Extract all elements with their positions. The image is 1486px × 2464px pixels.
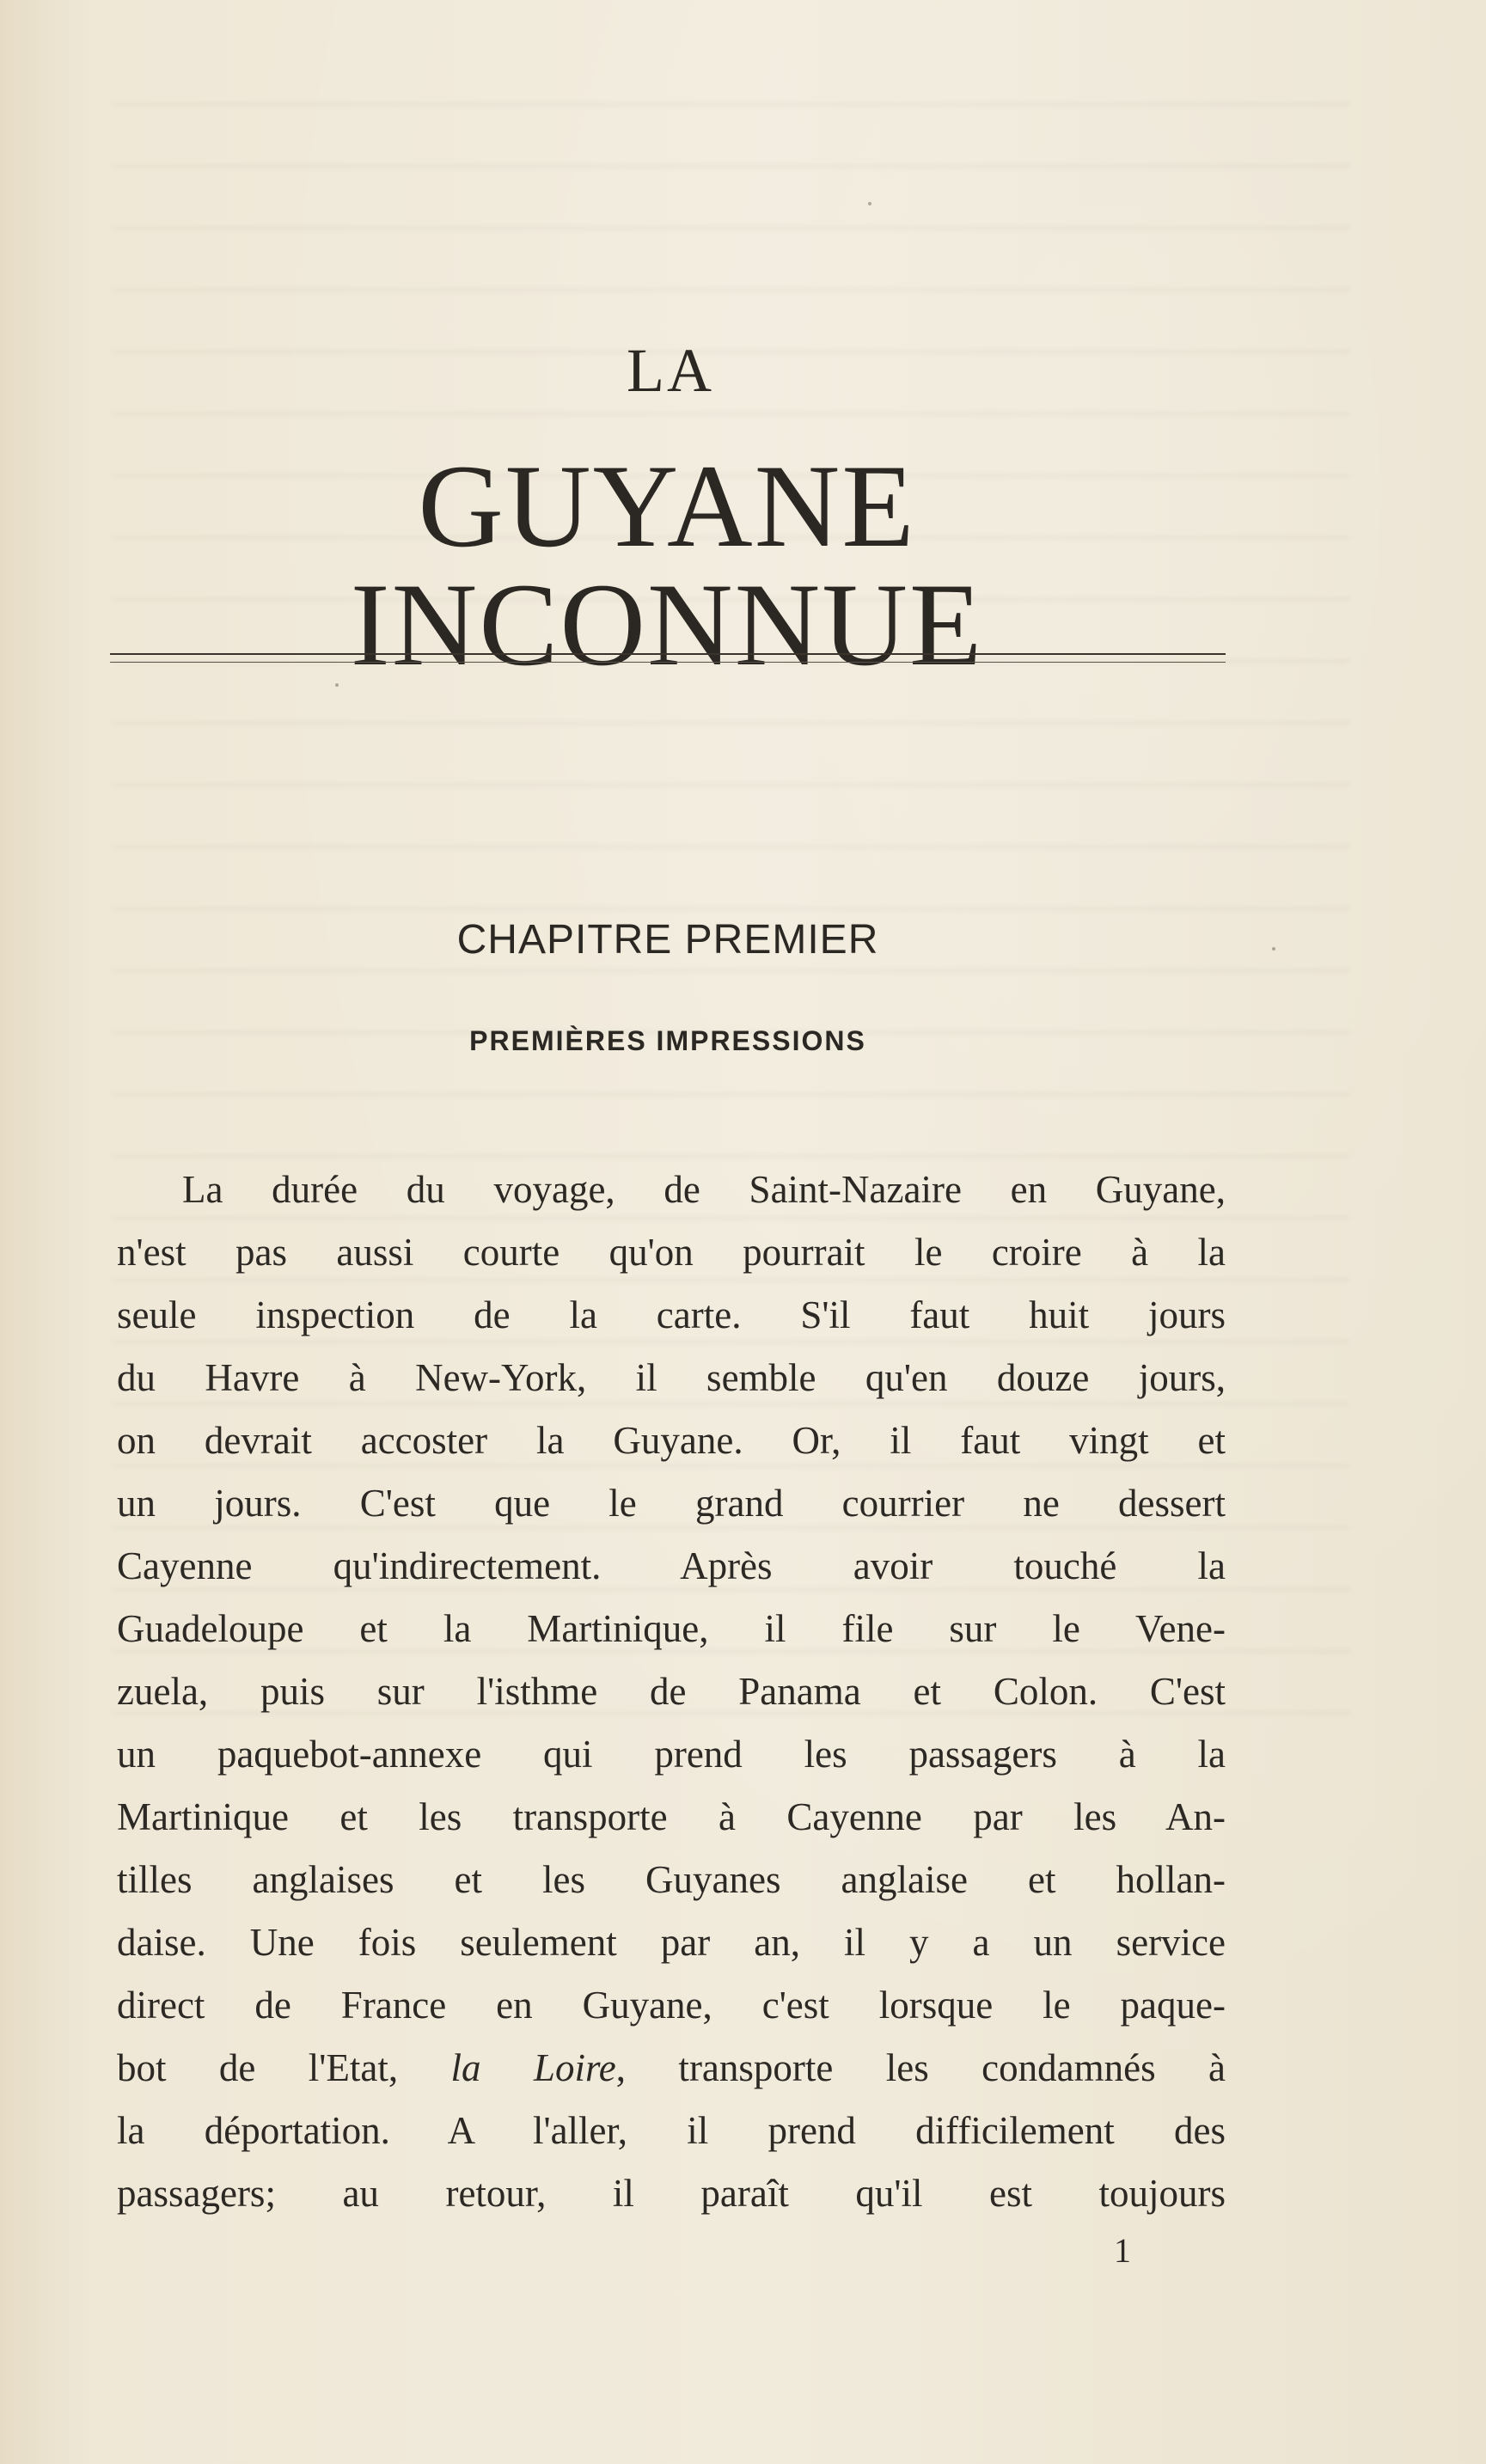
line-part: bot de l'Etat, [117,2046,451,2089]
text-line: Cayenne qu'indirectement. Après avoir touché la [117,1544,1226,1587]
chapter-heading: CHAPITRE PREMIER [456,917,879,963]
line-part: , transporte les condamnés à [615,2046,1226,2089]
text-line: seule inspection de la carte. S'il faut huit jours [117,1293,1226,1336]
title-rule-thin [110,662,1226,663]
text-line: du Havre à New-York, il semble qu'en douze jours, [117,1356,1226,1399]
text-line: la déportation. A l'aller, il prend difficilement des [117,2109,1226,2152]
paper-speck [335,683,339,687]
text-line: Martinique et les transporte à Cayenne par les An- [117,1795,1226,1838]
text-line: La durée du voyage, de Saint-Nazaire en Guyane, [182,1168,1226,1211]
text-line: n'est pas aussi courte qu'on pourrait le croire à la [117,1231,1226,1274]
text-line: passagers; au retour, il paraît qu'il est toujours [117,2172,1226,2215]
paper-speck [868,202,871,205]
page-number: 1 [1114,2231,1131,2270]
text-line: daise. Une fois seulement par an, il y a un service [117,1921,1226,1964]
chapter-subtitle: PREMIÈRES IMPRESSIONS [469,1025,866,1056]
text-line: zuela, puis sur l'isthme de Panama et Colon. C'est [117,1670,1226,1713]
text-line: Guadeloupe et la Martinique, il file sur le Vene- [117,1607,1226,1650]
text-line: tilles anglaises et les Guyanes anglaise et hollan- [117,1858,1226,1901]
text-line-with-italic [117,2037,1226,2100]
text-line: un jours. C'est que le grand courrier ne dessert [117,1482,1226,1525]
title-rule [110,653,1226,655]
title-article: LA [627,336,714,405]
text-line: on devrait accoster la Guyane. Or, il faut vingt et [117,1419,1226,1462]
book-title: GUYANE INCONNUE [350,440,984,690]
body-paragraph [117,1159,1226,2225]
text-line: direct de France en Guyane, c'est lorsque le paque- [117,1984,1226,2027]
paper-speck [1272,947,1275,951]
text-line: un paquebot-annexe qui prend les passagers à la [117,1733,1226,1776]
ship-name-italic: la Loire [450,2046,616,2089]
